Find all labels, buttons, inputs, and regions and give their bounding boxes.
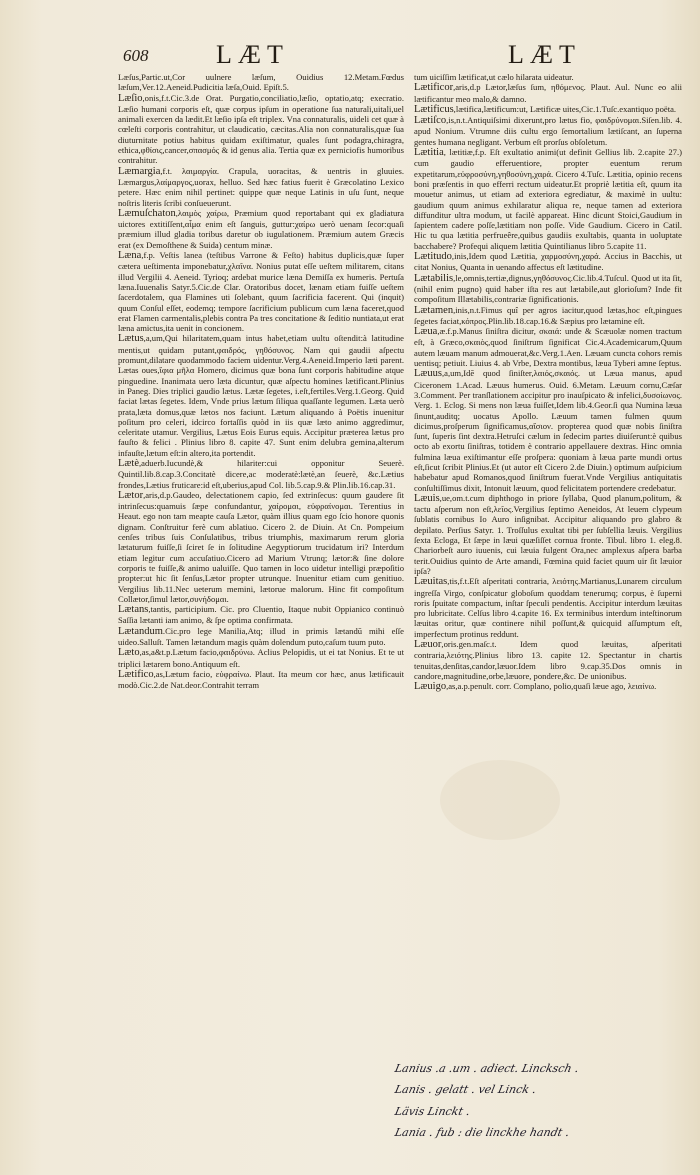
entry-text: ,f.t. λαιμαργία. Crapula, uoracitas, & uentris in gluuies. Læmargus,λαίμαργος,uorax, helluo. Sed hæc fatius fuerit è Græcolatino Lexico petere. Hæc enim nihil pertinet: quippe quæ neque Latinis in uſu ſunt, neque noſtris literis ſcribi conſueuerunt. (118, 165, 404, 208)
entry-text: ,tantis, participium. Cic. pro Cluentio, Itaque nubit Oppianico continuò Saſſia lætanti iam animo, & ſpe optima confirmata. (118, 604, 404, 626)
entry-text: .Cic.pro lege Manilia,Atq; illud in primis lætandū mihi eſſe uideo.Salluſt. Tamen lætandum magis quàm dolendum puto,caſum tuum puto. (118, 625, 404, 648)
entry-text: tum uiciſſim lætificat,ut cælo hilarata uideatur. (414, 72, 574, 82)
entry-text: ,as,Lætum facio, εὐφραίνω. Plaut. Ita meum cor hæc, anus lætificauit modò.Cic.2.de Nat.deor.Contrahit terram (118, 668, 404, 691)
dictionary-entry (414, 305, 682, 327)
entry-headword: Lætor (118, 489, 144, 501)
dictionary-entry (118, 208, 404, 250)
entry-text: ,f.p. Veſtis lanea (teſtibus Varrone & Feſto) habitus duplicis,quæ ſuper cætera ueſtimenta imponebatur,χλαῖνα. Nonius putat eſſe ueſtem militarem, citans illud Vergilii 4. Aeneid. Tyrioq; ardebat murice læna Demiſſa ex humeris. Pertuſa læna.Iuuenalis Satyr.5.Cic.de Clar. Oratoribus docet, lænam etiam fuiſſe ueſtem ſacerdotalem, qua Flamines uti ſolebant, quum ſacrificia facerent. Qui (inquit) quum Conſul eſſet, eodemq; tempore ſacrificium publicum cum læna faceret,quod erat Flamen carmentalis,plebis contra Pa tres concitatione & ſeditio nuntiata,ut erat læna amictus,ita uenit in concionem. (118, 250, 404, 334)
dictionary-entry (118, 626, 404, 648)
dictionary-entry (414, 326, 682, 368)
dictionary-entry (118, 166, 404, 208)
entry-text: ,as,a&t.p.Lætum facio,φαιδρύνω. Aclius Pelopidis, ut ei tat Nonius. Et te ut triplici lætarem bono.Antiquum eſt. (118, 647, 404, 669)
entry-headword: Læſio (118, 92, 143, 104)
entry-text: ,as,a.p.penult. corr. Complano, polio,quaſi læue ago, λειαίνω. (446, 681, 657, 692)
left-text-column (118, 72, 404, 1090)
dictionary-entry (118, 250, 404, 333)
entry-headword: Lætandum (118, 625, 163, 637)
entry-text: ,onis,f.t.Cic.3.de Orat. Purgatio,conciliatio,læſio, optatio,atq; execratio. Læſio humani corporis eſt, quæ corpus ipſum in operatione ſua naturali,uitali,uel animali exercen da lædit.Et læſio ipſa eſt triplex. Vna connaturalis, uideli cet quæ à cœleſti corporis contrahitur, ut claudicatio, cæcitas.Alia non connaturalis,quæ ſua diuturnitate potius habitus quidam exiſtimatur, quales ſunt podagra,chiragra, ethica,φθίσις,cancer,σπασμός & id genus alia. Tertia quæ ex perniciofis humoribus contrahitur. (118, 92, 404, 166)
running-head-right: LÆT (508, 40, 581, 69)
entry-headword: Læuis (414, 492, 440, 504)
entry-text: ,aduerb.Iucundè,& hilariter:cui opponitur Seuerè. Quintil.lib.8.cap.3.Concitatè dicere,ac moderatè:lætè,an ſeuerè, &c.Lætius frondes,Lætius fruticare:id eſt,uberius,apud Col. lib.5.cap.9.& Plin.lib.16.cap.31. (118, 457, 404, 490)
entry-headword: Læuus (414, 368, 443, 380)
dictionary-entry (118, 458, 404, 490)
entry-text: ,tis,f.t.Eſt aſperitati contraria, λειότης.Martianus,Lunarem circulum ingreſſa Virgo, conſpicatur globoſum quoddam tenerumq; corpus, è ſuperni roris ſpuitate compactum, inſtar ſpeculi pendentis. Accipitur interdum læuitas pro lubricitate. Celſus libro 4.capite 16. Ex terminibus interdum inteſtinorum læuitas oritur, quæ continere nihil poſſunt,& quicquid aſſumptum eſt, imperfectum protinus reddunt. (414, 576, 682, 639)
entry-text: Læſus,Partic.ut,Cor uulnere læſum, Ouidius 12.Metam.Fœdus læſum,Ver.12.Aeneid.Pudicitia læſa,Ouid. Epiſt.5. (118, 72, 404, 93)
dictionary-entry (414, 82, 682, 104)
handwritten-note: Lanis . gelatt . vel Linck . (393, 1083, 538, 1096)
dictionary-entry (414, 72, 682, 82)
page-number: 608 (123, 46, 149, 65)
entry-headword: Lætificor (414, 82, 454, 94)
entry-headword: Læmuſchaton (118, 207, 176, 219)
entry-headword: Læmargia (118, 165, 161, 177)
entry-text: ,ue,om.t.cum diphthogo in priore ſyllaba, Quod planum,politum, & tactu aſperum non eſt,λεῖος.Vergilius ſeptimo Aeneidos, At leuem clypeum ſublatis cornibus Io Auro inſignibat. Accipitur aliquando pro glabro & depilato. Perſius Satyr. 1. Troſſulus exultat tibi per ſubſellia læuis. Vergilius ſexta Ecloga, Et ſæpe in læui quæſiſſet cornua fronte. Tibul. libro 1. eleg.8. Chariorbeſt auro iuuenis, cui læuia fulgent Ora,nec amplexus aſpera barba terit.Ouidius quinto de Arte amandi, Fœmina quid faciet quum uir ſit læuior ipſa? (414, 492, 682, 576)
entry-text: ,a,um,Idē quod ſiniſter,λαιός,σκαιός. ut Læua manus, apud Ciceronem 1.Acad. Læuus humerus. Ouid. 6.Metam. Læuum cornu,Cæſar 3.Comment. Per tranſlationem accipitur pro inauſpicato & infelici,δυσοίωνος. Verg. 1. Eclog. Si mens non læua fuiſſet,Idem lib.4.Geor.ſi qua Numina læua ſinunt,auditq; uocatus Apollo. Læuum tamen fulmen quum dicimus,proſperum ſignificamus,αἴσιον. propterea quod quæ nobis ſiniſtra ſunt, ſuperis ſint dextra.Hetruſci cælum in ſedecim partes diuiſerunt:è quibus octo ab exortu ſiniſtras, totidem è contrario appellauere dextras. Hinc omnia fulmina læua exiſtimantur eſſe proſpera: quoniam à læua parte mundi ortus eſt,ſicut ſcribit Plinius.Et (ut autor eſt Cicero 2.de Diuin.) optimum auſpicium habebatur apud Romanos,quod ſiniſtrum fuerat.Vnde Vergilius antiquitatis conſultiſſimus dixit, Intonuit læuum, quod felicitatem portendere credebatur. (414, 368, 682, 493)
entry-text: ,oris.gen.maſc.t. Idem quod læuitas, aſperitati contraria,λειότης.Plinius libro 13. capite 12. Spectantur in chartis tenuitas,denſitas,candor,læuor.Idem libro 9.cap.35.Dos omnis in candore,magnitudine,orbe,læuore, pondere,&c. De unionibus. (414, 639, 682, 681)
entry-text: ,inis,n.t.Fimus quî per agros iacitur,quod lætas,hoc eſt,pingues ſegetes faciat,κόπρος.Plin.lib.18.cap.16.& Sæpius pro lætamine eſt. (414, 304, 682, 326)
entry-headword: Lætabilis (414, 272, 454, 284)
dictionary-entry (118, 490, 404, 604)
entry-headword: Lætitia (414, 147, 444, 159)
dictionary-entry (414, 681, 682, 692)
dictionary-entry (414, 251, 682, 273)
entry-headword: Lætitudo (414, 251, 452, 263)
dictionary-entry (414, 639, 682, 681)
dictionary-entry (414, 368, 682, 493)
entry-headword: Lætificus (414, 103, 454, 115)
dictionary-entry (414, 147, 682, 251)
entry-headword: Læua (414, 326, 438, 338)
entry-headword: Læna (118, 250, 142, 262)
dictionary-entry (118, 93, 404, 166)
dictionary-entry (118, 647, 404, 669)
entry-text: ,æ.f.p.Manus ſiniſtra dicitur, σκαιά: unde & Scæuolæ nomen tractum eſt, à Græco,σκαιὸς,quod ſiniſtrum ſignificat Cic.4.Academicarum,Quum autem læuam manum admouerat,&c.Verg.1.Aen. Læuam cuncta cohors remis uentisq; petiuit. Liuius 4. ab Vrbe, Dextra montibus, læua Tyberi amne ſeptus. (414, 326, 682, 369)
entry-text: ,λαιμὸς χαίρω, Præmium quod reportabant qui ex gladiatura uictores extitiſſent,αἷμα enim eſt ſanguis, guttur:χαίρω uerò uenam ſecor:quaſi præmium illud gladia toribus daretur ob iugulationem. Præmium autem Græcis erat (ex Demoſthene & Suida) centum minæ. (118, 207, 404, 250)
entry-headword: Læuitas (414, 576, 448, 588)
entry-headword: Læuor (414, 639, 442, 651)
dictionary-entry (414, 115, 682, 147)
entry-text: ,le,omnis,tertiæ,dignus,γηθόσυνος.Cic.lib.4.Tuſcul. Quod ut ita ſit, (nihil enim pugno) quid haber iſta res aut lætabile,aut glorioſum? Inde fit compoſitum Illætabilis,contrariæ ſignificationis. (414, 272, 682, 305)
right-text-column (414, 72, 682, 1030)
dictionary-entry (118, 669, 404, 691)
dictionary-entry (414, 104, 682, 115)
entry-text: ,aris,d.p.Gaudeo, delectationem capio, ſed extrinſecus: quum gaudere ſit intrinſecus:quamuis ſæpe confundantur, χαίρομαι, εὐφραίνομαι. Terentius in Heaut. ego non tam meapte cauſa Lætor, quàm illius quam ego ſcio honore quonis dignam. Conſtruitur ferè cum ablatiuo. Cicero 2. de Diuin. At Cn. Pompeium cenſes tribus ſuis Conſulatibus, tribus triumphis, maximarum rerum gloria lætaturum fuiſſe,ſi ſciret ſe in ſolitudine Aegyptiorum trucidatum iri? Interdum etiam legitur cum accuſatiuo.Cicero ad Marium Vtrunq; lætor:& ſine dolore corporis te fuiſſe,& animo ualuiſſe. Quo tamen in loco uidetur intelligi præpoſitio propter:ut hic ſit ſenſus,Lætor propter utrunque. Inuenitur etiam cum genitiuo. Vergilius lib.11.Nec ueterum memini, lætorue malorum. Hinc fit compoſitum Collætor,ſimul lætor,συνήδομαι. (118, 489, 404, 604)
handwritten-note: Lanius .a .um . adiect. Lincksch . (393, 1062, 580, 1075)
handwritten-note: Lania . fub : die linckhe handt . (393, 1126, 571, 1139)
dictionary-entry (118, 604, 404, 626)
entry-headword: Lætans (118, 604, 149, 616)
running-header (0, 40, 700, 70)
entry-text: ,a,um,Qui hilaritatem,quam intus habet,etiam uultu oſtendit:à latitudine mentis,ut quidam putant,φαιδρός, γηθόσυνος. Nam qui gaudii aſpectu promunt,dilatare quodammodo faciem uidentur.Verg.4.Aeneid.Imperio læti parent. Lætas oues,ἴφια μῆλα Homero, dicimus quæ bona ſunt corporis habitudine atque pinguedine. Inanimata uero læta dicuntur, quæ aſpectu homines lætificant.Plinius in Paneg. Dies triplici gaudio lætus. Lætæ ſegetes, i.eſt,fertiles.Verg.1.Georg. Quid faciat lætas ſegetes. Idem, Vnde prius lætum ſiliqua quaſſante legumen. Læta uerò prata,læta domus,quæ lætos nos faciunt. Lætum aliquando à Poëtis inuenitur poſitum pro celeri, idcirco fortaſſis quòd in iis quæ læto animo aggredimur, celeritate utamur. Vergilius, Lætus Eois Eurus equis. Accipitur præterea lætus pro fauſto & felici . Plinius libro 8. capite 47. Sunt enim delubra gemina,alterum infauſte,lætum eſt:in altero,ita portendit. (118, 333, 404, 458)
entry-text: ,is,n.t.Antiquiſsimi dixerunt,pro lætus fio, φαιδρύνομαι.Siſen.lib. 4. apud Nonium. Vtrumne diis cultu ergo ſemortalium lætiſcant, an ſuperna gentes humana negligant. Verbum eſt prorſus obſoletum. (414, 115, 682, 147)
entry-text: ,inis,Idem quod Lætitia, χαρμοσύνη,χαρά. Accius in Bacchis, ut citat Nonius, Quanta in uenando affectus eſt lætitudine. (414, 251, 682, 273)
entry-text: ,lætifica,lætificum:ut, Lætificæ uites,Cic.1.Tuſc.exantiquo poëta. (453, 103, 677, 114)
entry-text: ,aris,d.p Lætor,læſus ſum, ηθόμενος. Plaut. Aul. Nunc eo alii lætificantur meo malo,& damno. (414, 82, 682, 104)
handwritten-note: Lävis Linckt . (393, 1105, 472, 1118)
entry-headword: Lætamen (414, 304, 454, 316)
entry-headword: Lætus (118, 333, 144, 345)
dictionary-entry (118, 333, 404, 458)
entry-headword: Lætifico (118, 668, 154, 680)
dictionary-entry (414, 576, 682, 639)
entry-text: , lætitiæ,f.p. Eſt exultatio animi(ut definit Gellius lib. 2.capite 27.) cum gaudio efferuentiore, propter euentum rerum expetitarum,εὐφροσύνη,γηθοσύνη,χαρά. Cicero 4.Tuſc. Lætitia, opinio recens boni præſentis in quo efferri rectum uideatur.Et propriè lætitia eſt, quum ita mouetur animus, ut etiam ad exteriora egrediatur, & maximè in uultu: gaudium quum animus exhilaratur aliqua re, neque tamen ad exteriora diffunditur ultra modum, ut facilè appareat. Hinc dicunt Stoici,Gaudium in ſapientem cadere poſſe,lætitiam non poſſe. Vide Gaudium. Cicero in Catil. Hic tu qua lætitia perfrueêre,quibus gaudiis exultabis, quanta in uoluptate bacchabere? Profequi aliquem lætitia Quintilianus libro 5.capite 11. (414, 147, 682, 251)
entry-headword: Lætè (118, 457, 139, 469)
entry-headword: Læto (118, 647, 140, 659)
dictionary-entry (414, 493, 682, 576)
running-head-left: LÆT (216, 40, 289, 69)
dictionary-entry (414, 273, 682, 305)
entry-headword: Læuigo (414, 681, 447, 693)
entry-headword: Lætiſco (414, 115, 447, 127)
dictionary-entry (118, 72, 404, 93)
